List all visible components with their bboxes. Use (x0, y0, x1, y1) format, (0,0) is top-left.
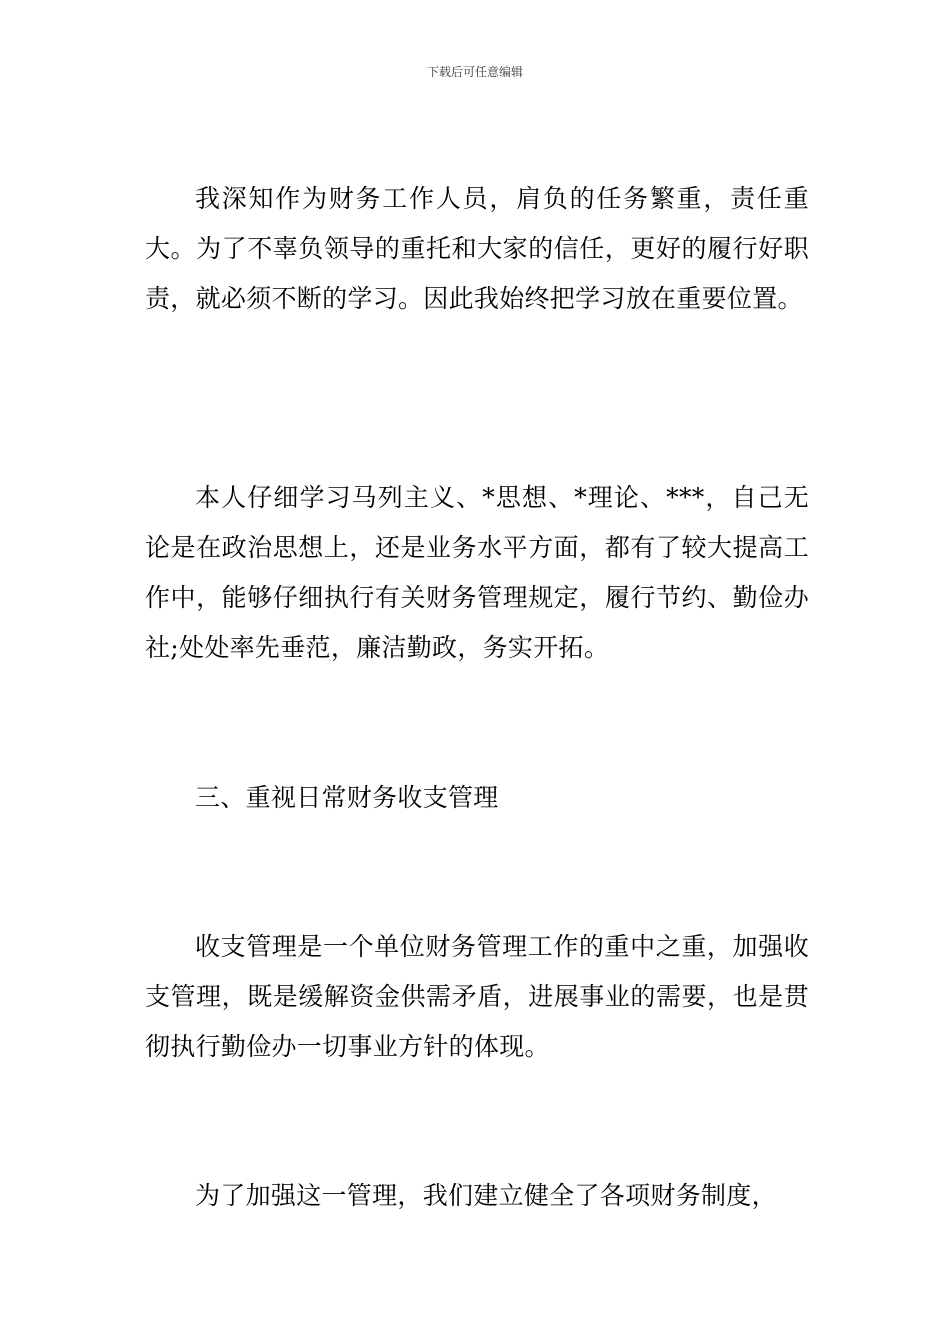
page-header: 下载后可任意编辑 (426, 65, 523, 79)
paragraph-systems: 为了加强这一管理，我们建立健全了各项财务制度， (195, 1181, 777, 1210)
section-heading: 三、重视日常财务收支管理 (195, 783, 499, 812)
paragraph-study: 我深知作为财务工作人员，肩负的任务繁重，责任重大。为了不辜负领导的重托和大家的信任，更好的履行好职责，就必须不断的学习。因此我始终把学习放在重要位置。 (145, 184, 809, 313)
paragraph-political-study: 本人仔细学习马列主义、*思想、*理论、***，自己无论是在政治思想上，还是业务水平方面，都有了较大提高工作中，能够仔细执行有关财务管理规定，履行节约、勤俭办社;处处率先垂范，廉洁勤政，务实开拓。 (145, 483, 809, 662)
paragraph-income-expense: 收支管理是一个单位财务管理工作的重中之重，加强收支管理，既是缓解资金供需矛盾，进展事业的需要，也是贯彻执行勤俭办一切事业方针的体现。 (145, 932, 809, 1061)
